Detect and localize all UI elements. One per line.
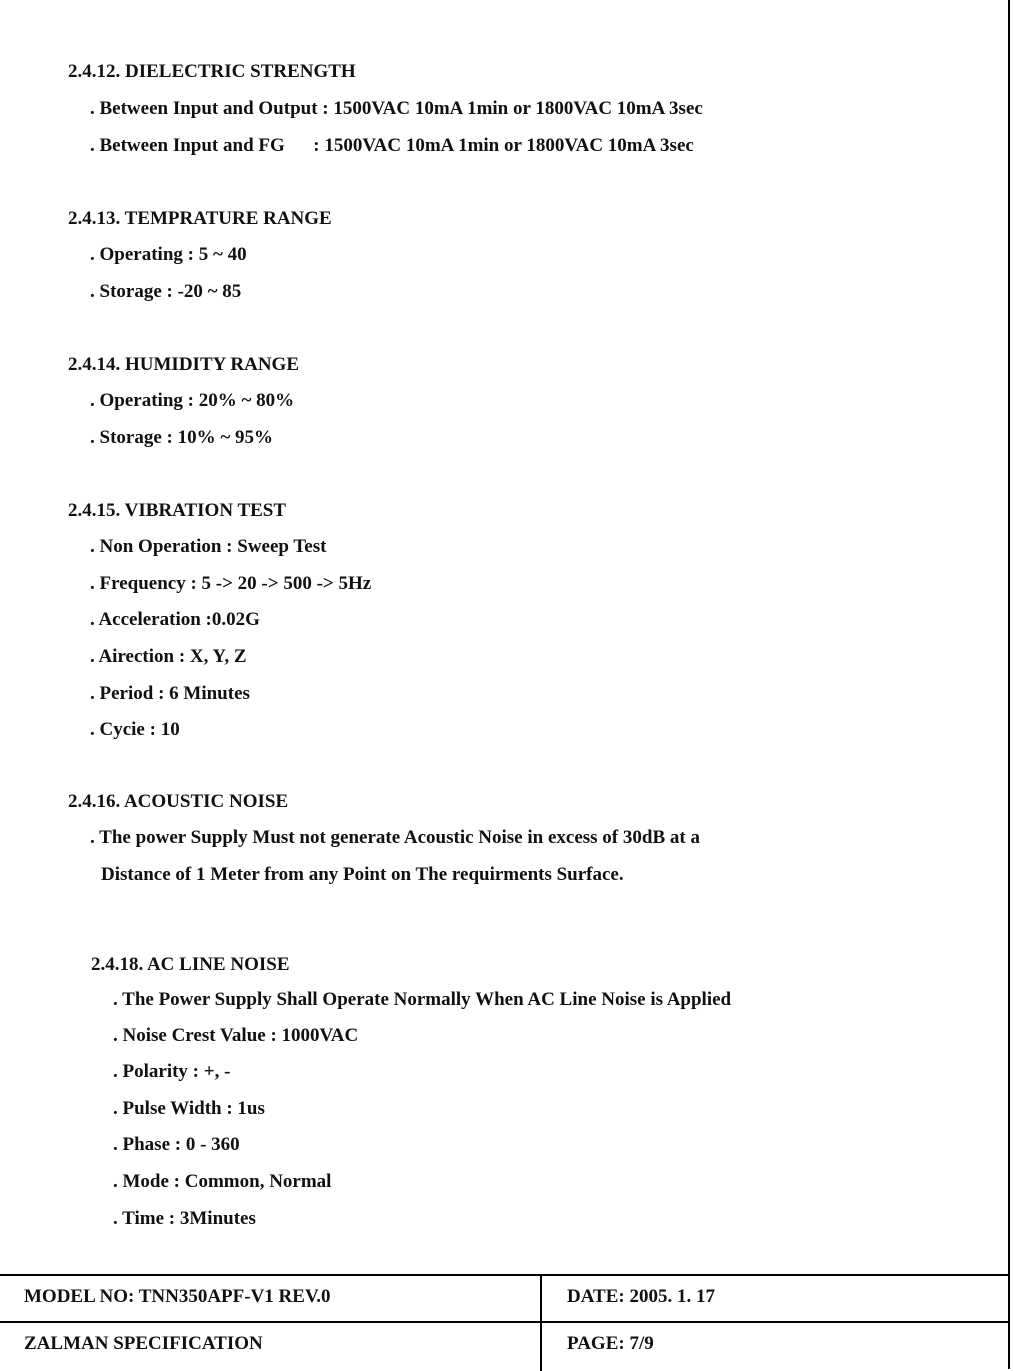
list-item: . Pulse Width : 1us xyxy=(113,1098,265,1119)
list-item: . Between Input and Output : 1500VAC 10mA 1min or 1800VAC 10mA 3sec xyxy=(90,98,703,119)
footer-row xyxy=(0,1321,1010,1367)
footer-row xyxy=(0,1276,1010,1320)
page-right-border xyxy=(1008,0,1010,1369)
section-heading-temperature-range: 2.4.13. TEMPRATURE RANGE xyxy=(68,208,332,229)
list-item: . Operating : 5 ~ 40 xyxy=(90,244,247,265)
list-item-continuation: Distance of 1 Meter from any Point on The requirments Surface. xyxy=(101,864,624,885)
list-item: . Cycie : 10 xyxy=(90,719,180,740)
section-heading-dielectric-strength: 2.4.12. DIELECTRIC STRENGTH xyxy=(68,61,356,82)
list-item: . Noise Crest Value : 1000VAC xyxy=(113,1025,359,1046)
list-item: . The power Supply Must not generate Acoustic Noise in excess of 30dB at a xyxy=(90,827,700,848)
list-item: . Mode : Common, Normal xyxy=(113,1171,332,1192)
list-item: . Period : 6 Minutes xyxy=(90,683,250,704)
list-item: . Time : 3Minutes xyxy=(113,1208,256,1229)
section-heading-acoustic-noise: 2.4.16. ACOUSTIC NOISE xyxy=(68,791,289,812)
list-item: . Polarity : +, - xyxy=(113,1061,231,1082)
section-heading-ac-line-noise: 2.4.18. AC LINE NOISE xyxy=(91,954,290,975)
list-item: . Storage : -20 ~ 85 xyxy=(90,281,242,302)
list-item: . Non Operation : Sweep Test xyxy=(90,536,327,557)
footer-model-number: MODEL NO: TNN350APF-V1 REV.0 xyxy=(24,1286,331,1307)
section-heading-humidity-range: 2.4.14. HUMIDITY RANGE xyxy=(68,354,299,375)
list-item: . Between Input and FG : 1500VAC 10mA 1min or 1800VAC 10mA 3sec xyxy=(90,135,694,156)
footer-page-number: PAGE: 7/9 xyxy=(567,1333,654,1354)
list-item: . Phase : 0 - 360 xyxy=(113,1134,240,1155)
list-item: . The Power Supply Shall Operate Normally When AC Line Noise is Applied xyxy=(113,989,732,1010)
footer-date: DATE: 2005. 1. 17 xyxy=(567,1286,715,1307)
list-item: . Operating : 20% ~ 80% xyxy=(90,390,295,411)
section-heading-vibration-test: 2.4.15. VIBRATION TEST xyxy=(68,500,287,521)
list-item: . Frequency : 5 -> 20 -> 500 -> 5Hz xyxy=(90,573,372,594)
footer-table xyxy=(0,1274,1010,1371)
list-item: . Airection : X, Y, Z xyxy=(90,646,247,667)
list-item: . Storage : 10% ~ 95% xyxy=(90,427,273,448)
list-item: . Acceleration :0.02G xyxy=(90,609,260,630)
footer-specification: ZALMAN SPECIFICATION xyxy=(24,1333,263,1354)
